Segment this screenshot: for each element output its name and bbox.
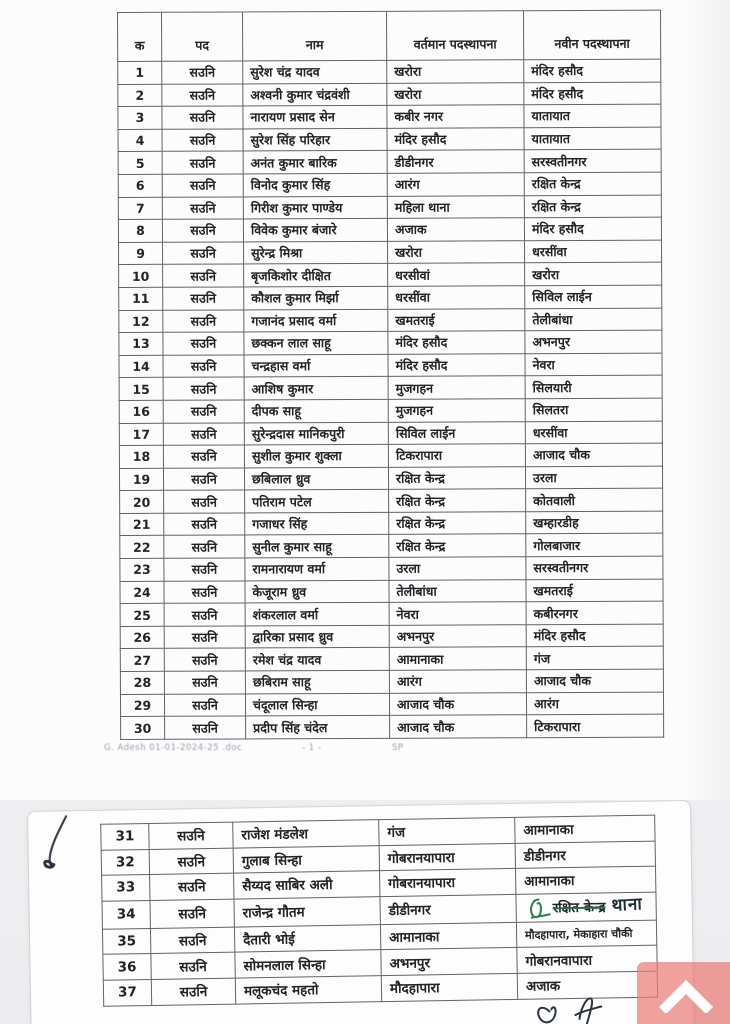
table-row (119, 308, 662, 333)
cell-no: 30 (121, 717, 165, 740)
cell-new-posting: उरला (525, 466, 662, 489)
cell-name: सुरेन्द्र मिश्रा (244, 241, 388, 264)
cell-current-posting: गोबरानयापारा (379, 843, 515, 871)
cell-name: छक्कन लाल साहू (244, 331, 388, 354)
cell-post: सउनि (151, 952, 235, 979)
cell-no: 32 (101, 849, 149, 875)
table-row (119, 466, 662, 491)
cell-name: रामनारायण वर्मा (245, 557, 389, 580)
cell-no: 8 (118, 219, 162, 242)
cell-new-posting (516, 892, 656, 922)
cell-post: सउनि (149, 822, 233, 849)
cell-current-posting: अभनपुर (389, 625, 526, 648)
table-row (119, 353, 662, 378)
table-row (120, 669, 663, 694)
cell-no: 33 (102, 875, 150, 901)
cell-name: आशिष कुमार (244, 377, 388, 400)
cell-current-posting: आमानाका (389, 647, 526, 670)
cell-no: 17 (119, 423, 163, 446)
cell-current-posting: धरसीवां (388, 263, 525, 286)
table-row (120, 488, 663, 513)
cell-no: 24 (120, 581, 164, 604)
cell-name: गजानंद प्रसाद वर्मा (244, 309, 388, 332)
cell-new-posting: खरोरा (525, 262, 662, 285)
table-row (120, 511, 663, 536)
cell-current-posting: टिकरापारा (388, 444, 525, 467)
cell-post: सउनि (163, 468, 244, 491)
cell-new-posting: डीडीनगर (515, 841, 655, 869)
table-row (118, 195, 661, 220)
cell-new-posting: मंदिर हसौद (524, 59, 661, 82)
table-row (120, 556, 663, 581)
cell-new-posting: तेलीबांधा (525, 308, 662, 331)
page-edge-shadow (684, 0, 730, 800)
cell-name: सुशील कुमार शुक्ला (244, 444, 388, 467)
cell-post: सउनि (162, 106, 243, 129)
cell-new-posting: गंज (526, 647, 663, 670)
cell-post: सउनि (164, 581, 245, 604)
header-cell-name: नाम (243, 11, 387, 61)
table-row (118, 82, 661, 107)
cell-name: चंदूलाल सिन्हा (245, 693, 389, 716)
cell-no: 7 (118, 197, 162, 220)
cell-current-posting: डीडीनगर (387, 150, 524, 173)
cell-post: सउनि (163, 355, 244, 378)
footer-page-number: - 1 - (302, 743, 322, 753)
table-row (119, 443, 662, 468)
table-row (119, 240, 662, 265)
cell-current-posting: खरोरा (387, 82, 524, 105)
cell-post: सउनि (163, 445, 244, 468)
cell-name: सुरेश चंद्र यादव (243, 60, 387, 83)
cell-name: दैतारी भोई (234, 924, 380, 952)
cell-post: सउनि (162, 219, 243, 242)
cell-name: चन्द्रहास वर्मा (244, 354, 388, 377)
cell-no: 16 (119, 400, 163, 423)
cell-name: सुरेश सिंह परिहार (243, 128, 387, 151)
cell-post: सउनि (162, 197, 243, 220)
footer-initials: SP (392, 743, 404, 753)
cell-current-posting: मुजगहन (388, 399, 525, 422)
cell-new-posting: कबीरनगर (526, 601, 663, 624)
cell-new-posting: गोबरानवापारा (517, 945, 657, 973)
cell-new-posting: आमानाका (516, 866, 656, 894)
cell-no: 37 (103, 979, 151, 1005)
cell-no: 9 (119, 242, 163, 265)
cell-post: सउनि (162, 151, 243, 174)
cell-new-posting: कोतवाली (526, 488, 663, 511)
footer-filename: G. Adesh 01-01-2024-25 .doc (104, 743, 243, 753)
cell-new-posting: मौदहापारा, मेकाहारा चौकी (516, 920, 656, 948)
cell-no: 11 (119, 287, 163, 310)
cell-name: राजेश मंडलेश (233, 820, 379, 848)
cell-post: सउनि (150, 899, 234, 928)
table-row (118, 172, 661, 197)
table-row (118, 104, 661, 129)
cell-current-posting: आरंग (389, 670, 526, 693)
cell-new-posting: आरंग (526, 692, 663, 715)
cell-current-posting: गंज (379, 817, 515, 845)
handwritten-annotation: थाना (610, 894, 644, 916)
cell-current-posting: आमानाका (380, 922, 516, 950)
cell-post: सउनि (164, 648, 245, 671)
cell-no: 12 (119, 310, 163, 333)
cell-name: अश्वनी कुमार चंद्रवंशी (243, 83, 387, 106)
table-header (118, 10, 661, 61)
table-row (118, 150, 661, 175)
cell-current-posting: खमतराई (388, 308, 525, 331)
chevron-up-icon (658, 979, 714, 1013)
pen-scratch-mark (36, 813, 83, 876)
table-row (119, 330, 662, 355)
cell-post: सउनि (162, 84, 243, 107)
cell-current-posting: तेलीबांधा (389, 579, 526, 602)
header-cell-no: क (118, 12, 162, 61)
transfer-table-page2 (100, 815, 658, 1007)
cell-name: नारायण प्रसाद सेन (243, 106, 387, 129)
table-row (120, 534, 663, 559)
cell-post: सउनि (150, 873, 234, 900)
table-row (121, 714, 664, 739)
cell-current-posting: खरोरा (388, 240, 525, 263)
cell-current-posting: नेवरा (389, 602, 526, 625)
header-row (118, 10, 661, 61)
cell-current-posting: मंदिर हसौद (387, 128, 524, 151)
table-row (119, 375, 662, 400)
cell-post: सउनि (163, 242, 244, 265)
cell-current-posting: धरसींवा (388, 286, 525, 309)
cell-current-posting: कबीर नगर (387, 105, 524, 128)
cell-no: 23 (120, 558, 164, 581)
cell-no: 31 (101, 824, 149, 850)
cell-new-posting: मंदिर हसौद (524, 82, 661, 105)
page-footer (0, 743, 730, 757)
cell-post: सउनि (163, 400, 244, 423)
cell-current-posting: गोबरानयापारा (380, 869, 516, 897)
cell-new-posting: सरस्वतीनगर (524, 150, 661, 173)
signature-mark (531, 992, 632, 1024)
cell-new-posting: नेवरा (525, 353, 662, 376)
cell-current-posting: आजाद चौक (389, 692, 526, 715)
cell-post: सउनि (163, 332, 244, 355)
cell-current-posting: मुजगहन (388, 376, 525, 399)
cell-new-posting: रक्षित केन्द्र (524, 172, 661, 195)
cell-post: सउनि (150, 927, 234, 954)
cell-new-posting: सिलतरा (525, 398, 662, 421)
cell-post: सउनि (163, 309, 244, 332)
cell-current-posting: डीडीनगर (380, 894, 516, 924)
transfer-table-page1 (117, 10, 664, 740)
cell-post: सउनि (162, 61, 243, 84)
cell-name: राजेन्द्र गौतम (234, 896, 380, 926)
cell-current-posting: सिविल लाईन (388, 421, 525, 444)
cell-post: सउनि (164, 671, 245, 694)
table-row (120, 579, 663, 604)
cell-name: विवेक कुमार बंजारे (243, 218, 387, 241)
table-row (120, 601, 663, 626)
cell-no: 35 (102, 928, 150, 954)
cell-current-posting: उरला (389, 557, 526, 580)
cell-post: सउनि (164, 558, 245, 581)
cell-name: मलूकचंद महतो (235, 976, 381, 1004)
cell-post: सउनि (164, 626, 245, 649)
cell-new-posting: धरसींवा (525, 240, 662, 263)
cell-new-posting: आजाद चौक (525, 443, 662, 466)
cell-no: 2 (118, 84, 162, 107)
cell-new-posting: सिलयारी (525, 375, 662, 398)
cell-name: प्रदीप सिंह चंदेल (246, 716, 390, 739)
cell-no: 14 (119, 355, 163, 378)
cell-current-posting: रक्षित केन्द्र (389, 512, 526, 535)
cell-new-posting: मंदिर हसौद (526, 624, 663, 647)
header-cell-new-posting: नवीन पदस्थापना (523, 10, 660, 60)
cell-name: बृजकिशोर दीक्षित (244, 264, 388, 287)
cell-name: सुनील कुमार साहू (245, 535, 389, 558)
cell-new-posting: खम्हारडीह (526, 511, 663, 534)
cell-name: गजाधर सिंह (245, 512, 389, 535)
cell-no: 5 (118, 152, 162, 175)
cell-new-posting: खमतराई (526, 579, 663, 602)
cell-post: सउनि (164, 603, 245, 626)
page-2 (28, 801, 694, 1024)
cell-post: सउनि (163, 422, 244, 445)
table-row (120, 647, 663, 672)
cell-new-posting: रक्षित केन्द्र (524, 195, 661, 218)
cell-current-posting: आजाद चौक (390, 715, 527, 738)
cell-current-posting: अजाक (387, 218, 524, 241)
cell-post: सउनि (165, 716, 246, 739)
cell-name: विनोद कुमार सिंह (243, 173, 387, 196)
cell-new-posting: गोलबाजार (526, 534, 663, 557)
cell-no: 19 (119, 468, 163, 491)
header-cell-current-posting: वर्तमान पदस्थापना (386, 11, 523, 61)
cell-new-posting: मंदिर हसौद (524, 217, 661, 240)
cell-no: 25 (120, 604, 164, 627)
table-row (120, 692, 663, 717)
cell-no: 3 (118, 106, 162, 129)
cell-name: अनंत कुमार बारिक (243, 151, 387, 174)
table-row (119, 285, 662, 310)
cell-new-posting: सरस्वतीनगर (526, 556, 663, 579)
cell-post: सउनि (151, 978, 235, 1005)
cell-new-posting: यातायात (524, 127, 661, 150)
cell-no: 6 (118, 174, 162, 197)
cell-post: सउनि (162, 174, 243, 197)
cell-current-posting: महिला थाना (387, 195, 524, 218)
cell-current-posting: रक्षित केन्द्र (389, 489, 526, 512)
cell-new-posting: आजाद चौक (526, 669, 663, 692)
table-row (119, 398, 662, 423)
cell-post: सउनि (162, 129, 243, 152)
cell-name: गुलाब सिन्हा (233, 845, 379, 873)
table-row (118, 59, 661, 84)
struck-text: रक्षित केन्द्र (552, 899, 606, 917)
cell-name: केजूराम ध्रुव (245, 580, 389, 603)
cell-no: 20 (120, 491, 164, 514)
cell-current-posting: मंदिर हसौद (388, 353, 525, 376)
cell-new-posting: यातायात (524, 104, 661, 127)
table-row (118, 127, 661, 152)
cell-post: सउनि (164, 694, 245, 717)
scroll-to-top-button[interactable] (637, 962, 730, 1024)
green-ink-mark-icon (524, 895, 550, 921)
cell-new-posting: अभनपुर (525, 330, 662, 353)
cell-post: सउनि (149, 848, 233, 875)
cell-name: द्वारिका प्रसाद ध्रुव (245, 625, 389, 648)
cell-no: 21 (120, 513, 164, 536)
table-row (120, 624, 663, 649)
cell-new-posting: सिविल लाईन (525, 285, 662, 308)
cell-no: 28 (120, 671, 164, 694)
cell-name: दीपक साहू (244, 399, 388, 422)
header-cell-post: पद (162, 12, 243, 61)
cell-no: 10 (119, 265, 163, 288)
cell-name: सैय्यद साबिर अली (234, 871, 380, 899)
cell-no: 15 (119, 378, 163, 401)
cell-new-posting: धरसींवा (525, 421, 662, 444)
cell-current-posting: खरोरा (387, 60, 524, 83)
cell-name: कौशल कुमार मिर्झा (244, 286, 388, 309)
cell-name: रमेश चंद्र यादव (245, 648, 389, 671)
cell-no: 27 (120, 649, 164, 672)
cell-name: पतिराम पटेल (245, 490, 389, 513)
cell-name: सुरेन्द्रदास मानिकपुरी (244, 422, 388, 445)
cell-current-posting: मौदहापारा (381, 973, 517, 1001)
cell-no: 26 (120, 626, 164, 649)
cell-post: सउनि (163, 287, 244, 310)
cell-post: सउनि (164, 513, 245, 536)
cell-post: सउनि (163, 264, 244, 287)
cell-no: 1 (118, 61, 162, 84)
cell-no: 34 (102, 900, 150, 929)
cell-no: 29 (120, 694, 164, 717)
cell-post: सउनि (163, 377, 244, 400)
cell-post: सउनि (164, 535, 245, 558)
cell-no: 4 (118, 129, 162, 152)
cell-current-posting: मंदिर हसौद (388, 331, 525, 354)
table-row (119, 421, 662, 446)
cell-new-posting: टिकरापारा (527, 714, 664, 737)
cell-current-posting: रक्षित केन्द्र (388, 466, 525, 489)
cell-no: 36 (103, 954, 151, 980)
cell-current-posting: रक्षित केन्द्र (389, 534, 526, 557)
cell-no: 18 (119, 445, 163, 468)
cell-current-posting: आरंग (387, 173, 524, 196)
cell-current-posting: अभनपुर (381, 948, 517, 976)
cell-name: सोमनलाल सिन्हा (235, 950, 381, 978)
cell-name: गिरीश कुमार पाण्डेय (243, 196, 387, 219)
cell-name: शंकरलाल वर्मा (245, 603, 389, 626)
table-row (119, 262, 662, 287)
cell-name: छबिलाल ध्रुव (244, 467, 388, 490)
cell-new-posting: आमानाका (515, 815, 655, 843)
cell-no: 13 (119, 332, 163, 355)
cell-no: 22 (120, 536, 164, 559)
table-row (118, 217, 661, 242)
cell-post: सउनि (164, 490, 245, 513)
cell-name: छबिराम साहू (245, 670, 389, 693)
cell-new-posting: अजाक (517, 971, 657, 999)
